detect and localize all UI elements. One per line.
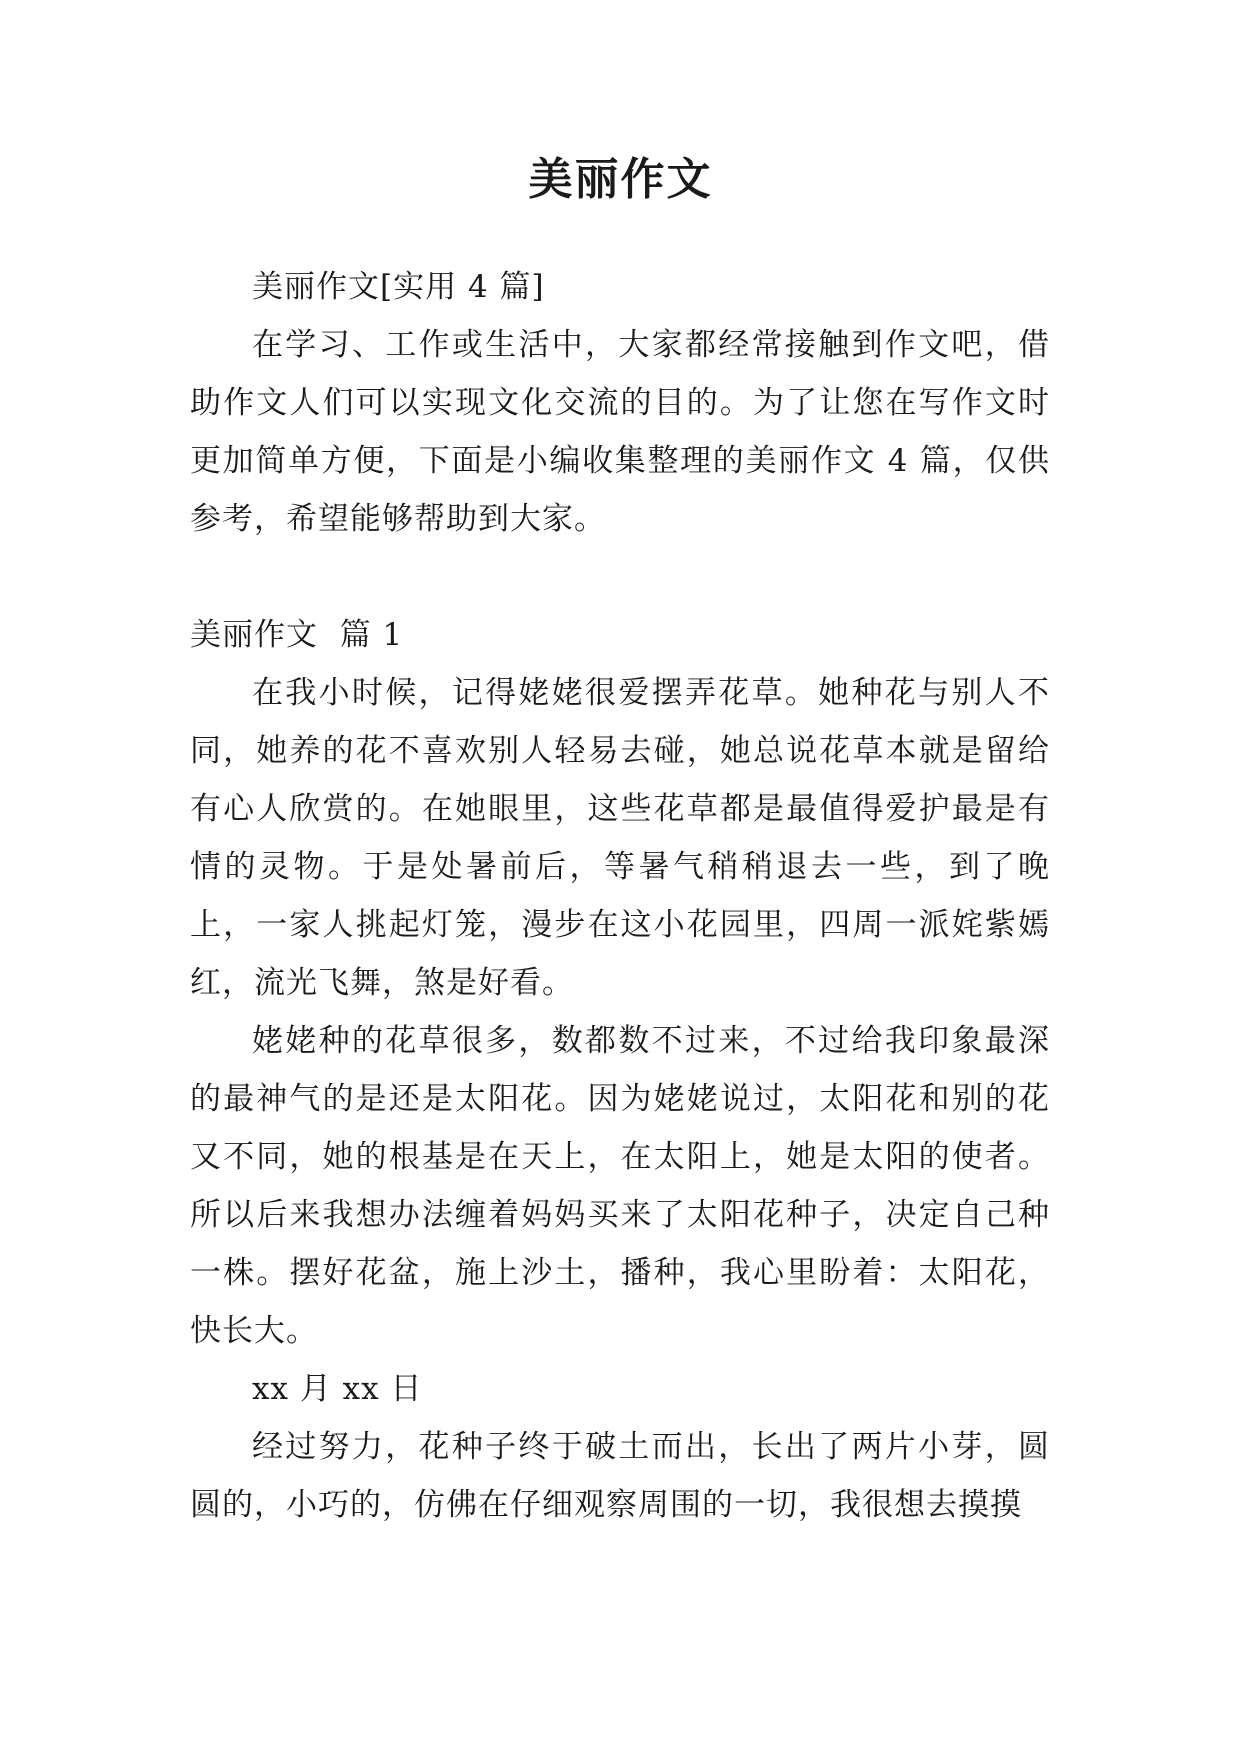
document-title: 美丽作文 [528,154,713,205]
body-paragraph: 在我小时候，记得姥姥很爱摆弄花草。她种花与别人不同，她养的花不喜欢别人轻易去碰，她总说花草本就是留给有心人欣赏的。在她眼里，这些花草都是最值得爱护最是有情的灵物。于是处暑前后，等暑气稍稍退去一些，到了晚上，一家人挑起灯笼，漫步在这小花园里，四周一派姹紫嫣红，流光飞舞，煞是好看。 [190,675,1050,1001]
date-line: xx 月 xx 日 [252,1371,423,1407]
section-heading: 美丽作文 篇 1 [190,617,404,653]
document-body [190,258,1050,1534]
body-paragraph: 姥姥种的花草很多，数都数不过来，不过给我印象最深的最神气的是还是太阳花。因为姥姥说过，太阳花和别的花又不同，她的根基是在天上，在太阳上，她是太阳的使者。所以后来我想办法缠着妈妈买来了太阳花种子，决定自己种一株。摆好花盆，施上沙土，播种，我心里盼着：太阳花，快长大。 [190,1023,1050,1349]
document-subtitle: 美丽作文[实用 4 篇] [252,269,545,305]
body-paragraph: 经过努力，花种子终于破土而出，长出了两片小芽，圆圆的，小巧的，仿佛在仔细观察周围的一切，我很想去摸摸 [190,1429,1050,1523]
intro-paragraph: 在学习、工作或生活中，大家都经常接触到作文吧，借助作文人们可以实现文化交流的目的。为了让您在写作文时更加简单方便，下面是小编收集整理的美丽作文 4 篇，仅供参考，希望能够帮助到大家。 [190,327,1050,537]
section-spacer [190,548,1050,606]
